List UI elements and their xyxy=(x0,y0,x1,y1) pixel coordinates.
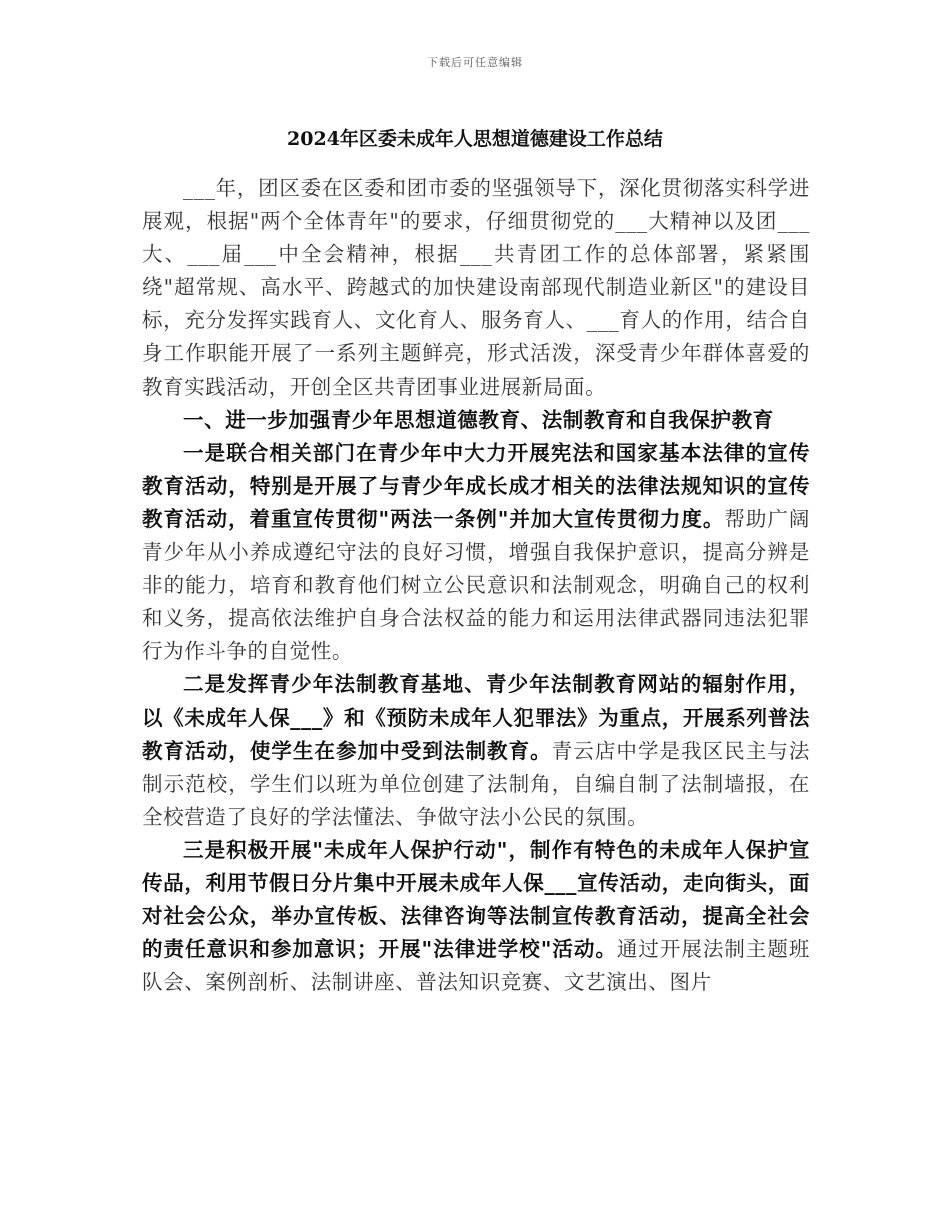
paragraph-point-2-text: 青云店中学是我区民主与法制示范校，学生们以班为单位创建了法制角，自编自制了法制墙报，在全校营造了良好的学法懂法、争做守法小公民的氛围。 xyxy=(142,738,810,829)
paragraph-point-3-bold: 三是积极开展"未成年人保护行动"，制作有特色的未成年人保护宣传品，利用节假日分片集中开展未成年人保___宣传活动，走向街头，面对社会公众，举办宣传板、法律咨询等法制宣传教育活动，提高全社会的责任意识和参加意识；开展"法律进学校"活动。 xyxy=(142,837,810,962)
section-heading-1: 一、进一步加强青少年思想道德教育、法制教育和自我保护教育 xyxy=(183,407,774,432)
paragraph-point-1 xyxy=(142,437,810,669)
header-note: 下载后可任意编辑 xyxy=(427,56,523,69)
document-body xyxy=(142,172,810,999)
paragraph-point-2-bold: 二是发挥青少年法制教育基地、青少年法制教育网站的辐射作用，以《未成年人保___》和《预防未成年人犯罪法》为重点，开展系列普法教育活动，使学生在参加中受到法制教育。 xyxy=(142,672,810,763)
paragraph-point-3-text: 通过开展法制主题班队会、案例剖析、法制讲座、普法知识竞赛、文艺演出、图片 xyxy=(142,937,810,995)
paragraph-point-1-bold: 一是联合相关部门在青少年中大力开展宪法和国家基本法律的宣传教育活动，特别是开展了与青少年成长成才相关的法律法规知识的宣传教育活动，着重宣传贯彻"两法一条例"并加大宣传贯彻力度。 xyxy=(142,440,810,531)
paragraph-point-3 xyxy=(142,834,810,999)
paragraph-point-1-text: 帮助广阔青少年从小养成遵纪守法的良好习惯，增强自我保护意识，提高分辨是非的能力，培育和教育他们树立公民意识和法制观念，明确自己的权利和义务，提高依法维护自身合法权益的能力和运用法律武器同违法犯罪行为作斗争的自觉性。 xyxy=(142,506,810,664)
intro-paragraph: ___年，团区委在区委和团市委的坚强领导下，深化贯彻落实科学进展观，根据"两个全体青年"的要求，仔细贯彻党的___大精神以及团___大、___届___中全会精神，根据___共青团工作的总体部署，紧紧围绕"超常规、高水平、跨越式的加快建设南部现代制造业新区"的建设目标，充分发挥实践育人、文化育人、服务育人、___育人的作用，结合自身工作职能开展了一系列主题鲜亮，形式活泼，深受青少年群体喜爱的教育实践活动，开创全区共青团事业进展新局面。 xyxy=(142,176,810,399)
paragraph-point-2 xyxy=(142,668,810,833)
document-title: 2024年区委未成年人思想道德建设工作总结 xyxy=(287,128,663,150)
